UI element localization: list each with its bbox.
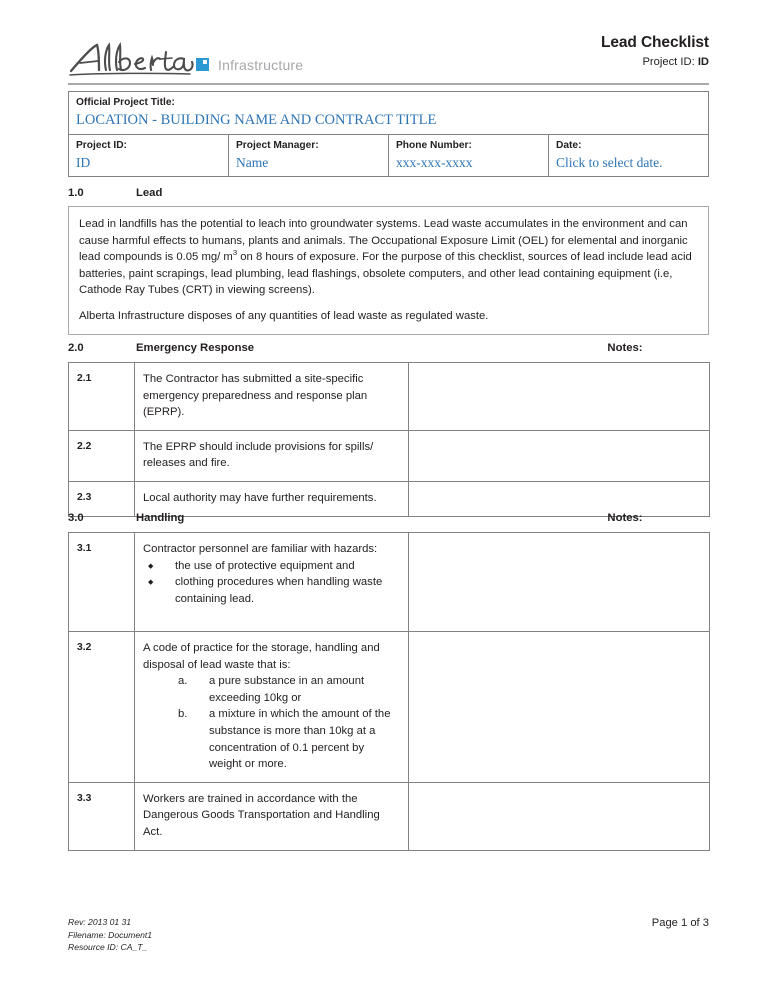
section-1-number: 1.0: [68, 187, 84, 199]
header-project-id-value: ID: [697, 56, 709, 68]
official-project-title-field[interactable]: LOCATION - BUILDING NAME AND CONTRACT TITLE: [76, 112, 437, 128]
page-title: Lead Checklist: [600, 34, 709, 51]
project-manager-label: Project Manager:: [236, 140, 319, 151]
list-item-text: a mixture in which the amount of the substance is more than 10kg at a concentration of 0.1 percent by weight or more.: [209, 708, 391, 771]
alberta-blue-square-icon: [196, 58, 209, 71]
header-project-id-label: Project ID:: [642, 56, 695, 68]
project-info-table: [68, 91, 709, 177]
official-project-title-cell: [69, 92, 709, 135]
section-2-title: Emergency Response: [136, 342, 255, 354]
section-1-title: Lead: [136, 187, 163, 199]
row-text: The Contractor has submitted a site-specific emergency preparedness and response plan (EPRP).: [135, 363, 409, 431]
row-number: 2.2: [69, 430, 135, 481]
row-31-bullet-list: [143, 558, 399, 608]
section-3-number: 3.0: [68, 512, 84, 524]
table-row: [69, 92, 709, 135]
lead-desc-p1-part-a: Lead in landfills has the potential to leach into groundwater systems. Lead waste accumulates in the environment and can cause harmful effects to humans, plants and animals. The Occupational Exposure Limit (OEL) for elemental and inorganic lead compounds is 0.05 mg/ m: [79, 218, 688, 264]
footer-resource-id: Resource ID: CA_T_: [68, 942, 148, 952]
lead-description-paragraph-1: [79, 216, 697, 299]
list-item: [143, 673, 399, 706]
list-item: [143, 706, 399, 772]
document-footer: [68, 916, 709, 966]
document-header: [68, 34, 709, 84]
row-number: 2.1: [69, 363, 135, 431]
date-cell: [549, 135, 709, 177]
lead-description-box: [68, 206, 709, 335]
notes-input-cell[interactable]: [409, 363, 710, 431]
phone-number-field[interactable]: xxx-xxx-xxxx: [396, 155, 473, 170]
notes-input-cell[interactable]: [409, 533, 710, 632]
notes-input-cell[interactable]: [409, 430, 710, 481]
footer-page-number: Page 1 of 3: [651, 917, 709, 929]
list-item: ◆ clothing procedures when handling waste containing lead.: [143, 574, 399, 607]
logo-department-label: Infrastructure: [218, 57, 304, 73]
project-id-cell: [69, 135, 229, 177]
row-text: Workers are trained in accordance with the Dangerous Goods Transportation and Handling Act.: [135, 782, 409, 850]
phone-number-cell: [389, 135, 549, 177]
table-row: [69, 533, 710, 632]
list-item-marker: a.: [178, 675, 188, 688]
project-manager-field[interactable]: Name: [236, 155, 269, 170]
emergency-response-table: [68, 362, 710, 517]
row-text: Local authority may have further requirements.: [135, 481, 409, 516]
lead-desc-p1-part-b: on 8 hours of exposure. For the purpose of this checklist, sources of lead include lead acid batteries, paint scrapings, lead plumbing, lead flashings, obsolete computers, and other lead containing equipment (i.e, Cathode Ray Tubes (CRT) in viewing screens).: [79, 251, 692, 297]
row-number: 2.3: [69, 481, 135, 516]
lead-desc-superscript: 3: [232, 248, 238, 258]
row-number: 3.2: [69, 632, 135, 783]
project-id-field[interactable]: ID: [76, 155, 91, 170]
row-text: The EPRP should include provisions for spills/ releases and fire.: [135, 430, 409, 481]
lead-description-paragraph-2: Alberta Infrastructure disposes of any quantities of lead waste as regulated waste.: [79, 309, 489, 322]
section-3-title: Handling: [136, 512, 185, 524]
section-2-notes-label: Notes:: [607, 342, 643, 354]
table-row: [69, 363, 710, 431]
row-number: 3.1: [69, 533, 135, 632]
project-manager-cell: [229, 135, 389, 177]
table-row: [69, 782, 710, 850]
footer-rev: Rev: 2013 01 31: [68, 917, 132, 927]
alberta-wordmark-icon: [68, 40, 194, 78]
phone-number-label: Phone Number:: [396, 140, 472, 151]
handling-table: [68, 532, 710, 851]
section-2-number: 2.0: [68, 342, 84, 354]
table-row: [69, 135, 709, 177]
list-item: ◆ the use of protective equipment and: [143, 558, 399, 575]
header-title-block: [601, 34, 709, 70]
row-32-alpha-list: [143, 673, 399, 773]
footer-meta: [68, 916, 152, 954]
row-text: [135, 632, 409, 783]
notes-input-cell[interactable]: [409, 782, 710, 850]
date-picker-field[interactable]: Click to select date.: [556, 155, 663, 170]
row-31-lead-in: Contractor personnel are familiar with hazards:: [143, 543, 378, 555]
footer-filename: Filename: Document1: [68, 929, 153, 940]
header-project-id: [601, 54, 709, 70]
notes-input-cell[interactable]: [409, 632, 710, 783]
row-32-lead-in: A code of practice for the storage, handling and disposal of lead waste that is:: [143, 642, 380, 671]
list-item-marker: b.: [178, 708, 188, 721]
list-item-text: a pure substance in an amount exceeding 10kg or: [209, 675, 365, 704]
table-row: [69, 430, 710, 481]
project-id-label: Project ID:: [76, 140, 127, 151]
header-divider: [68, 83, 709, 85]
alberta-infrastructure-logo: [68, 38, 303, 78]
row-text: [135, 533, 409, 632]
table-row: [69, 632, 710, 783]
row-number: 3.3: [69, 782, 135, 850]
date-label: Date:: [556, 140, 582, 151]
section-3-notes-label: Notes:: [607, 512, 643, 524]
official-project-title-label: Official Project Title:: [76, 97, 175, 108]
